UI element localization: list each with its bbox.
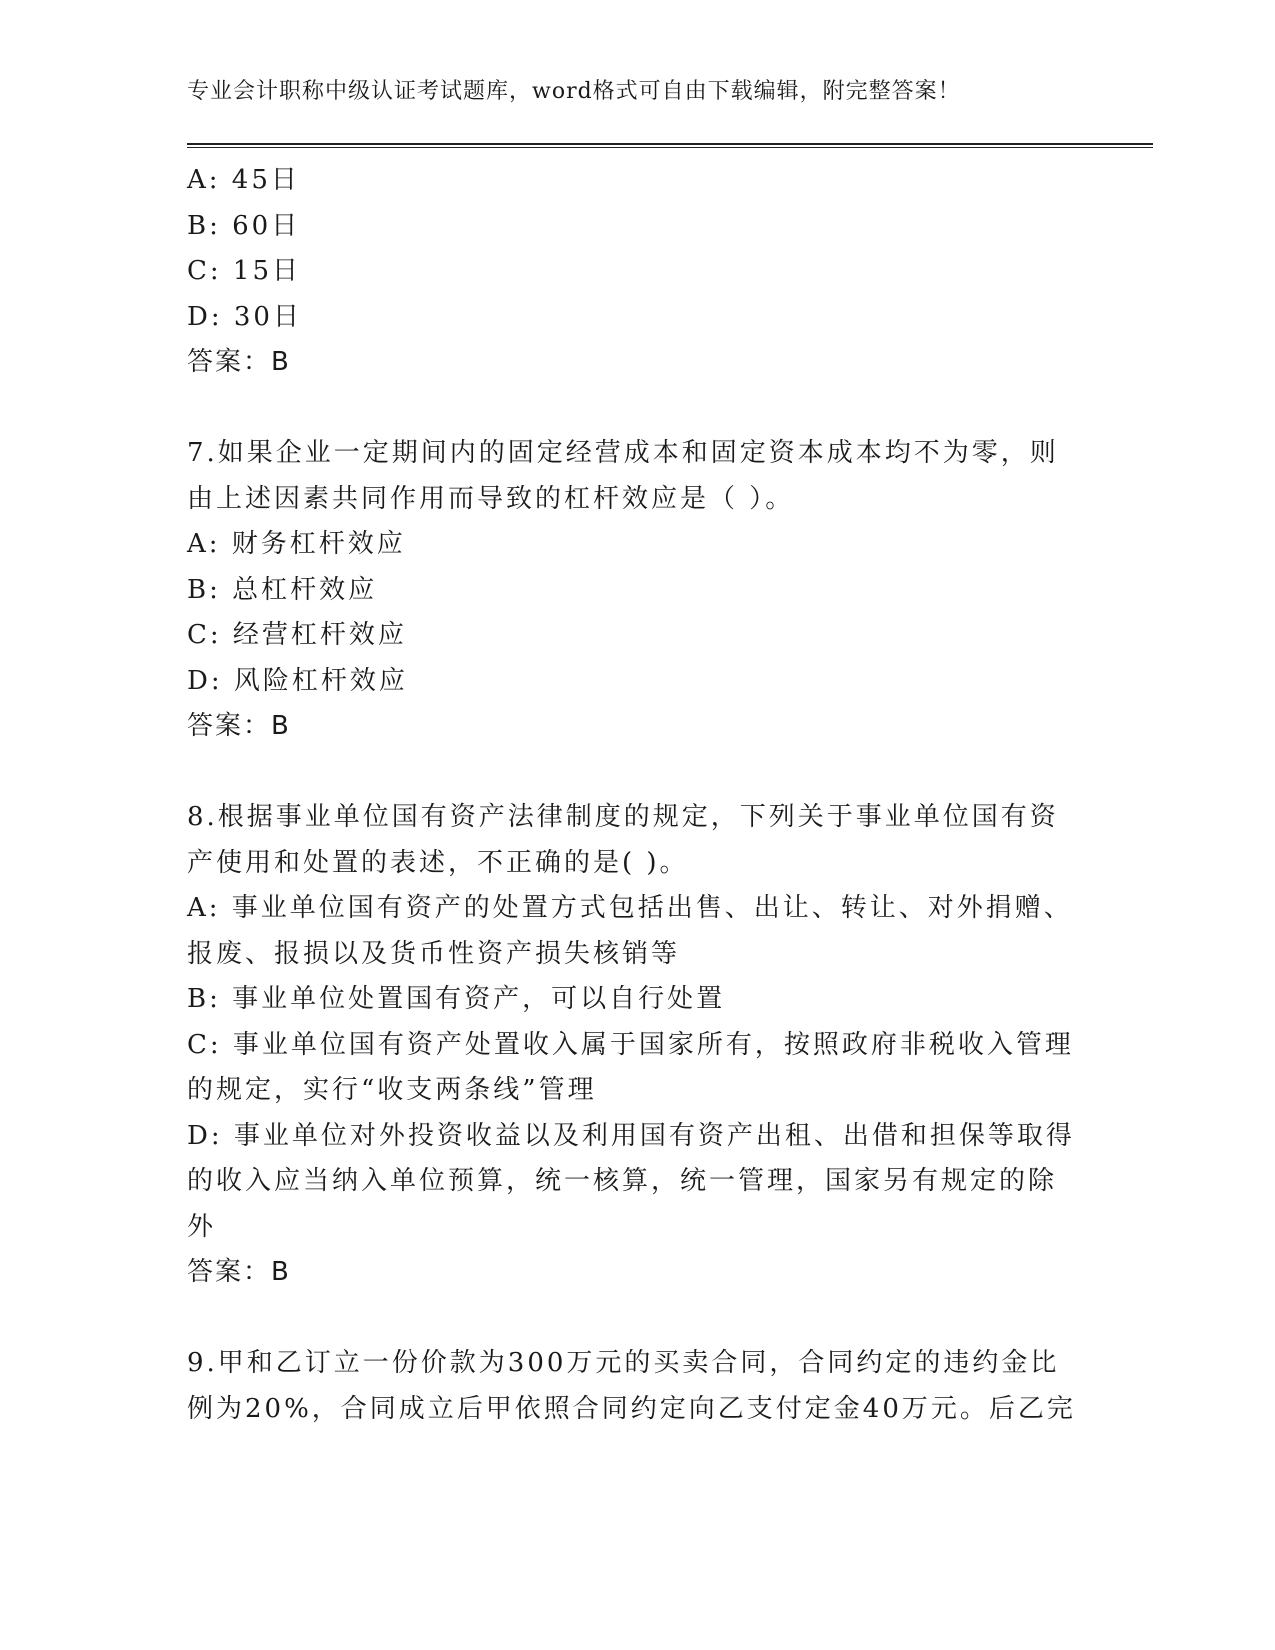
- question-stem: 9.甲和乙订立一份价款为300万元的买卖合同，合同约定的违约金比: [187, 1348, 1060, 1378]
- question-6-options: [187, 158, 1077, 386]
- header-divider: [187, 143, 1153, 148]
- option-d: D: 事业单位对外投资收益以及利用国有资产出租、出借和担保等取得: [187, 1120, 1075, 1151]
- answer-label: 答案：B: [187, 347, 291, 377]
- page-header: 专业会计职称中级认证考试题库，word格式可自由下载编辑，附完整答案！: [187, 79, 961, 104]
- question-content: [187, 158, 1077, 1432]
- answer-label: 答案：B: [187, 711, 291, 741]
- option-a: A: 财务杠杆效应: [187, 529, 406, 559]
- option-b: B: 60日: [187, 210, 301, 241]
- option-a: A: 事业单位国有资产的处置方式包括出售、出让、转让、对外捐赠、: [187, 893, 1073, 923]
- option-b: B: 总杠杆效应: [187, 574, 378, 605]
- option-a-continued: 报废、报损以及货币性资产损失核销等: [187, 938, 681, 969]
- question-stem: 例为20%，合同成立后甲依照合同约定向乙支付定金40万元。后乙完: [187, 1393, 1076, 1424]
- option-c: C: 15日: [187, 256, 302, 286]
- option-d: D: 30日: [187, 301, 302, 332]
- option-d-continued: 外: [187, 1211, 217, 1242]
- option-c: C: 经营杠杆效应: [187, 620, 407, 650]
- option-a: A: 45日: [187, 165, 300, 195]
- option-d-continued: 的收入应当纳入单位预算，统一核算，统一管理，国家另有规定的除: [187, 1166, 1058, 1196]
- option-b: B: 事业单位处置国有资产，可以自行处置: [187, 984, 726, 1014]
- option-d: D: 风险杠杆效应: [187, 665, 408, 696]
- question-stem: 产使用和处置的表述，不正确的是( )。: [187, 847, 689, 878]
- question-stem: 8.根据事业单位国有资产法律制度的规定，下列关于事业单位国有资: [187, 802, 1059, 832]
- question-stem: 由上述因素共同作用而导致的杠杆效应是（ ）。: [187, 483, 795, 514]
- question-stem: 7.如果企业一定期间内的固定经营成本和固定资本成本均不为零，则: [187, 438, 1059, 468]
- question-7: [187, 431, 1077, 750]
- question-9: [187, 1341, 1077, 1432]
- option-c: C: 事业单位国有资产处置收入属于国家所有，按照政府非税收入管理: [187, 1029, 1074, 1060]
- option-c-continued: 的规定，实行“收支两条线”管理: [187, 1075, 597, 1105]
- answer-label: 答案：B: [187, 1257, 291, 1287]
- question-8: [187, 795, 1077, 1296]
